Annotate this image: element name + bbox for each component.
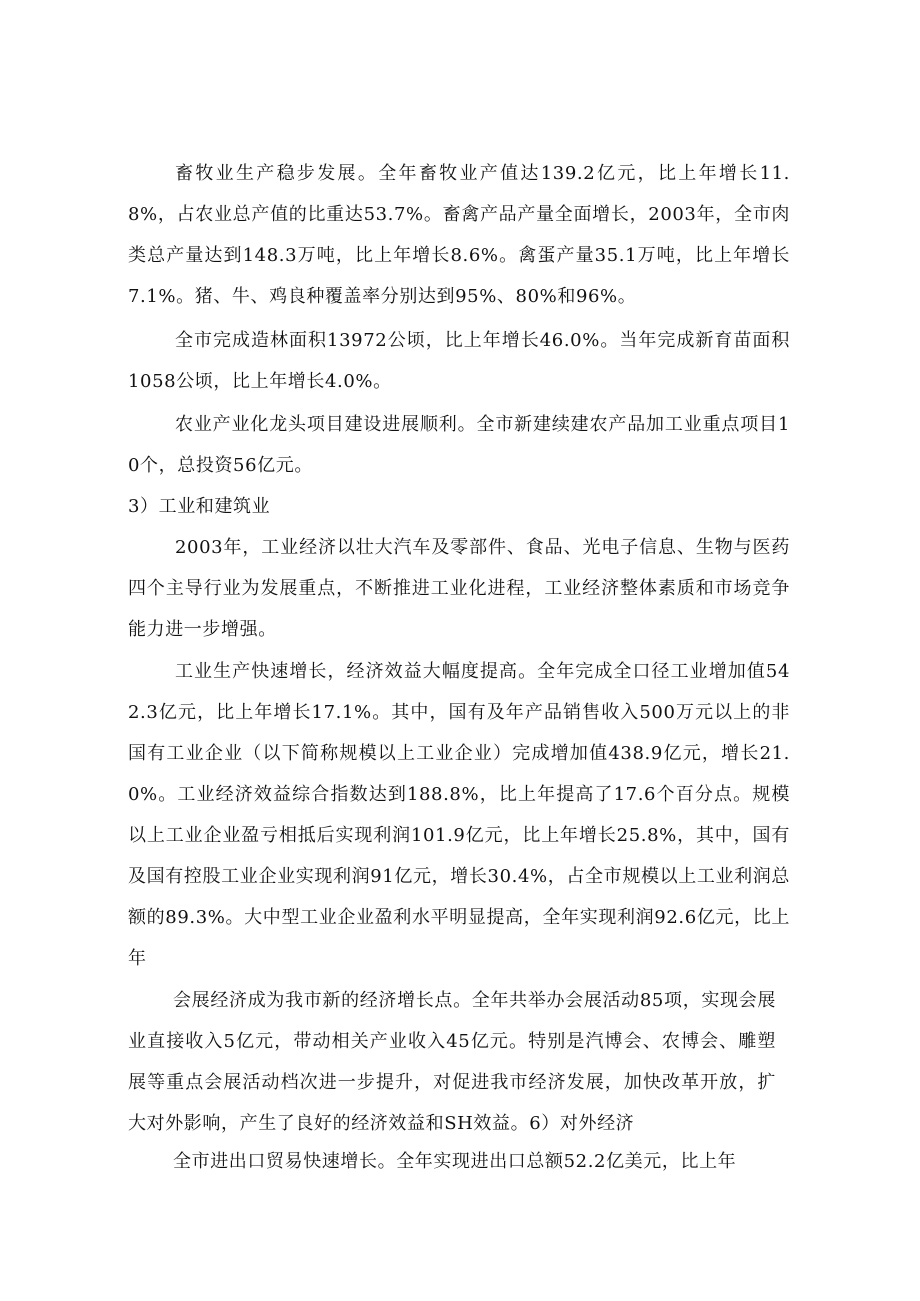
- section-heading-industry: 3）工业和建筑业: [128, 496, 271, 517]
- paragraph-forestry: 全市完成造林面积13972公顷，比上年增长46.0%。当年完成新育苗面积1058公顷，比上年增长4.0%。: [128, 330, 790, 392]
- paragraph-trade: 全市进出口贸易快速增长。全年实现进出口总额52.2亿美元，比上年: [173, 1151, 737, 1172]
- paragraph-industry-intro: 2003年，工业经济以壮大汽车及零部件、食品、光电子信息、生物与医药四个主导行业为发展重点，不断推进工业化进程，工业经济整体素质和市场竞争能力进一步增强。: [128, 537, 790, 640]
- paragraph-livestock: 畜牧业生产稳步发展。全年畜牧业产值达139.2亿元，比上年增长11.8%，占农业总产值的比重达53.7%。畜禽产品产量全面增长，2003年，全市肉类总产量达到148.3万吨，比上年增长8.6%。禽蛋产量35.1万吨，比上年增长7.1%。猪、牛、鸡良种覆盖率分别达到95%、80%和96%。: [128, 163, 790, 307]
- paragraph-exhibition: 会展经济成为我市新的经济增长点。全年共举办会展活动85项，实现会展业直接收入5亿元，带动相关产业收入45亿元。特别是汽博会、农博会、雕塑展等重点会展活动档次进一步提升，对促进我市经济发展，加快改革开放，扩大对外影响，产生了良好的经济效益和SH效益。6）对外经济: [128, 990, 776, 1134]
- paragraph-agri-industrialization: 农业产业化龙头项目建设进展顺利。全市新建续建农产品加工业重点项目10个，总投资56亿元。: [128, 414, 790, 476]
- paragraph-industry-growth: 工业生产快速增长，经济效益大幅度提高。全年完成全口径工业增加值542.3亿元，比上年增长17.1%。其中，国有及年产品销售收入500万元以上的非国有工业企业（以下简称规模以上工业企业）完成增加值438.9亿元，增长21.0%。工业经济效益综合指数达到188.8%，比上年提高了17.6个百分点。规模以上工业企业盈亏相抵后实现利润101.9亿元，比上年增长25.8%，其中，国有及国有控股工业企业实现利润91亿元，增长30.4%，占全市规模以上工业利润总额的89.3%。大中型工业企业盈利水平明显提高，全年实现利润92.6亿元，比上年: [128, 661, 790, 969]
